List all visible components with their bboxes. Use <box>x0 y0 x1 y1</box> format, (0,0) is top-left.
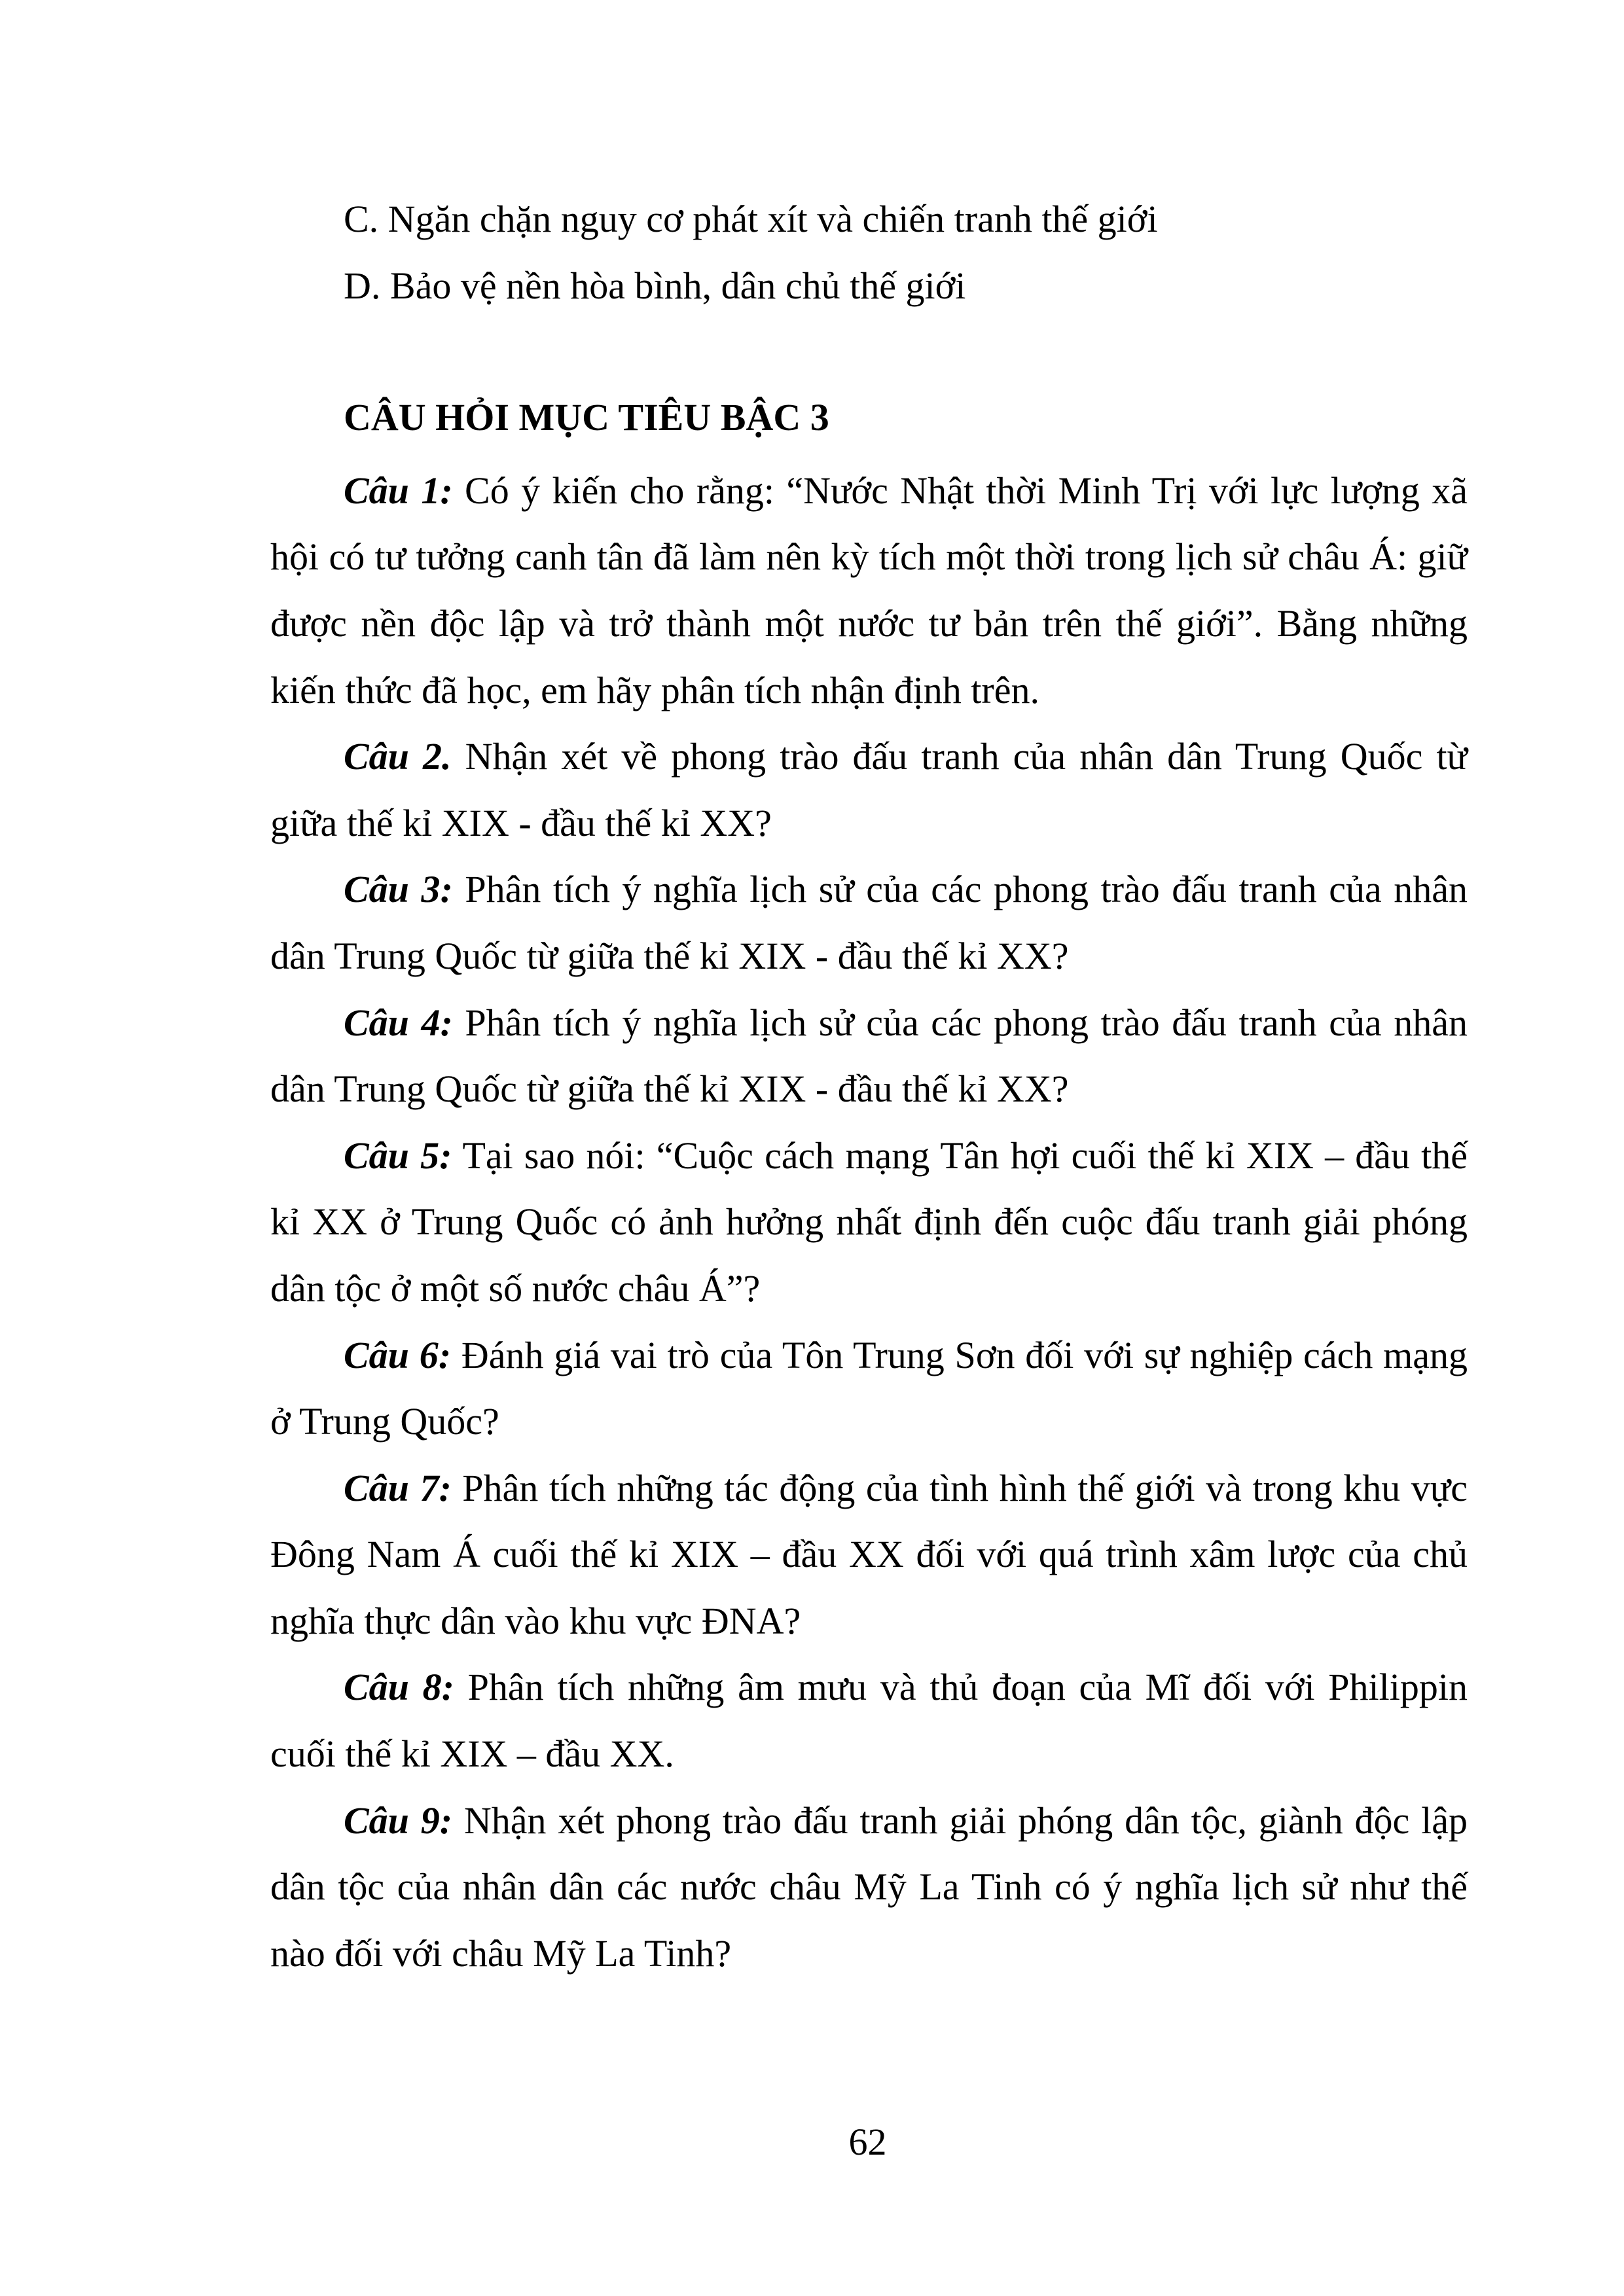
section-heading: CÂU HỎI MỤC TIÊU BẬC 3 <box>344 396 829 439</box>
question-label: Câu 2. <box>344 735 452 778</box>
question-label: Câu 3: <box>344 868 453 911</box>
question-text: Phân tích ý nghĩa lịch sử của các phong trào đấu tranh của nhân dân Trung Quốc từ giữa thế kỉ XIX - đầu thế kỉ XX? <box>270 868 1468 977</box>
question-text: Nhận xét phong trào đấu tranh giải phóng dân tộc, giành độc lập dân tộc của nhân dân các nước châu Mỹ La Tinh có ý nghĩa lịch sử như thế nào đối với châu Mỹ La Tinh? <box>270 1799 1468 1975</box>
question-label: Câu 7: <box>344 1466 452 1509</box>
question-text: Có ý kiến cho rằng: “Nước Nhật thời Minh Trị với lực lượng xã hội có tư tưởng canh tân đã làm nên kỳ tích một thời trong lịch sử châu Á: giữ được nền độc lập và trở thành một nước tư bản trên thế giới”. Bằng những kiến thức đã học, em hãy phân tích nhận định trên. <box>270 469 1468 711</box>
question-item <box>270 1787 1468 1987</box>
question-text: Phân tích những tác động của tình hình thế giới và trong khu vực Đông Nam Á cuối thế kỉ XIX – đầu XX đối với quá trình xâm lược của chủ nghĩa thực dân vào khu vực ĐNA? <box>270 1466 1468 1642</box>
question-item <box>270 723 1468 856</box>
question-label: Câu 9: <box>344 1799 453 1842</box>
page-content <box>270 186 1468 1986</box>
question-label: Câu 8: <box>344 1666 454 1709</box>
question-item <box>270 1654 1468 1787</box>
answer-option-d: D. Bảo vệ nền hòa bình, dân chủ thế giới <box>344 264 966 307</box>
question-item <box>270 856 1468 989</box>
question-item <box>270 457 1468 723</box>
question-text: Đánh giá vai trò của Tôn Trung Sơn đối với sự nghiệp cách mạng ở Trung Quốc? <box>270 1333 1468 1443</box>
question-label: Câu 1: <box>344 469 453 512</box>
question-item <box>270 1322 1468 1455</box>
answer-option-c: C. Ngăn chặn nguy cơ phát xít và chiến tranh thế giới <box>344 198 1158 240</box>
question-item <box>270 1455 1468 1655</box>
question-text: Nhận xét về phong trào đấu tranh của nhân dân Trung Quốc từ giữa thế kỉ XIX - đầu thế kỉ XX? <box>270 735 1468 844</box>
question-text: Phân tích những âm mưu và thủ đoạn của Mĩ đối với Philippin cuối thế kỉ XIX – đầu XX. <box>270 1666 1468 1776</box>
question-list <box>270 457 1468 1987</box>
question-item <box>270 1122 1468 1322</box>
question-label: Câu 5: <box>344 1134 452 1177</box>
question-text: Phân tích ý nghĩa lịch sử của các phong trào đấu tranh của nhân dân Trung Quốc từ giữa thế kỉ XIX - đầu thế kỉ XX? <box>270 1001 1468 1111</box>
question-label: Câu 6: <box>344 1333 452 1376</box>
page-number: 62 <box>848 2121 887 2163</box>
question-item <box>270 990 1468 1122</box>
question-label: Câu 4: <box>344 1001 453 1044</box>
question-text: Tại sao nói: “Cuộc cách mạng Tân hợi cuối thế kỉ XIX – đầu thế kỉ XX ở Trung Quốc có ảnh hưởng nhất định đến cuộc đấu tranh giải phóng dân tộc ở một số nước châu Á”? <box>270 1134 1468 1310</box>
